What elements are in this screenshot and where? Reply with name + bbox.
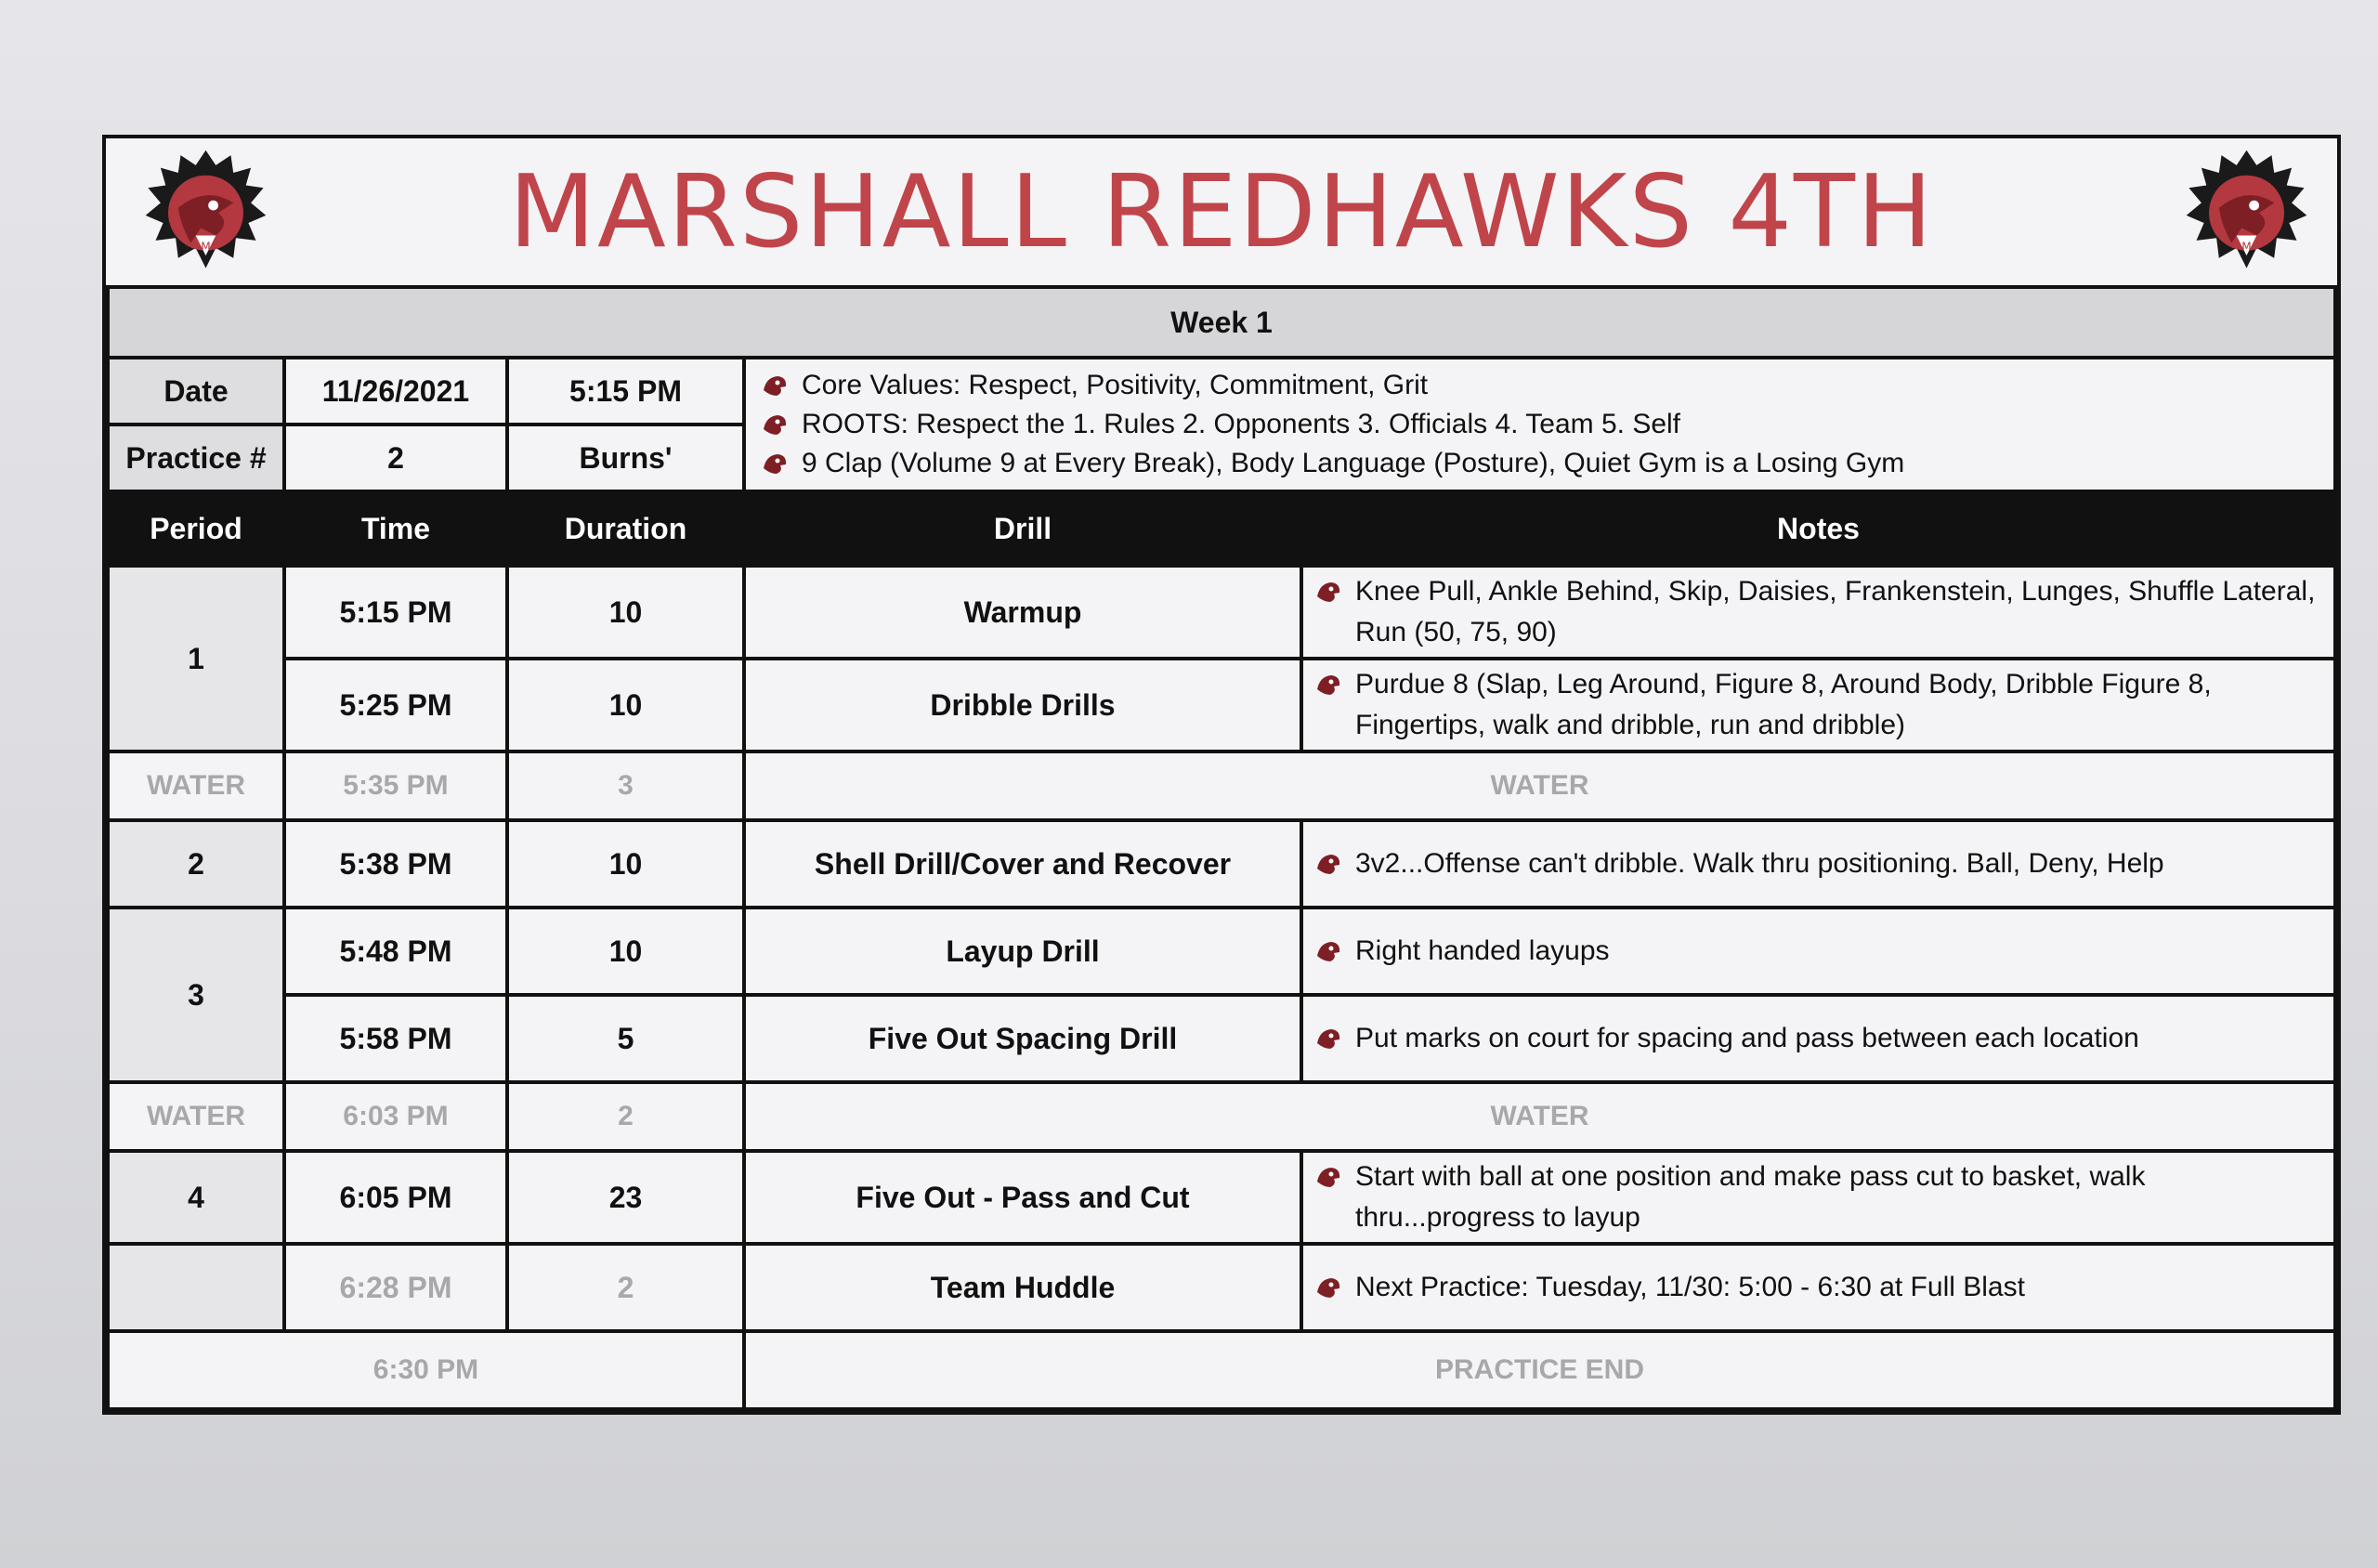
- end-time: 6:30 PM: [108, 1331, 744, 1409]
- practice-plan-sheet: [102, 135, 2341, 1415]
- notes-cell: Start with ball at one position and make pass cut to basket, walk thru...progress to layup: [1301, 1151, 2335, 1244]
- redhawk-bullet-icon: [1314, 850, 1342, 878]
- drill-cell: Five Out - Pass and Cut: [744, 1151, 1301, 1244]
- table-row: [108, 820, 2335, 908]
- week-label: Week 1: [108, 289, 2335, 358]
- notes-cell: Right handed layups: [1301, 908, 2335, 995]
- time-cell: 5:48 PM: [284, 908, 507, 995]
- practice-table: [106, 289, 2337, 1411]
- duration-cell: 2: [507, 1244, 744, 1331]
- water-period: WATER: [108, 751, 284, 820]
- sheet-header: [106, 138, 2337, 289]
- practice-label: Practice #: [108, 425, 284, 491]
- redhawk-bullet-icon: [1314, 1274, 1342, 1301]
- duration-cell: 10: [507, 820, 744, 908]
- drill-cell: Shell Drill/Cover and Recover: [744, 820, 1301, 908]
- redhawk-bullet-icon: [761, 450, 789, 477]
- drill-cell: Five Out Spacing Drill: [744, 995, 1301, 1082]
- notes-cell: Purdue 8 (Slap, Leg Around, Figure 8, Around Body, Dribble Figure 8, Fingertips, walk and dribble, run and dribble): [1301, 659, 2335, 751]
- water-label: WATER: [744, 1082, 2335, 1151]
- svg-text:M: M: [2241, 240, 2252, 254]
- start-time: 5:15 PM: [507, 358, 744, 425]
- water-break-row: [108, 751, 2335, 820]
- redhawk-logo-icon: [2184, 148, 2309, 273]
- redhawk-bullet-icon: [1314, 1025, 1342, 1052]
- table-row: [108, 908, 2335, 995]
- core-value-line: 9 Clap (Volume 9 at Every Break), Body Language (Posture), Quiet Gym is a Losing Gym: [761, 444, 2333, 483]
- col-period: Period: [108, 491, 284, 566]
- table-row: [108, 1151, 2335, 1244]
- core-values: [744, 358, 2335, 491]
- drill-cell: Warmup: [744, 566, 1301, 659]
- time-cell: 6:05 PM: [284, 1151, 507, 1244]
- water-period: WATER: [108, 1082, 284, 1151]
- duration-cell: 23: [507, 1151, 744, 1244]
- water-break-row: [108, 1082, 2335, 1151]
- duration-cell: 10: [507, 908, 744, 995]
- duration-cell: 5: [507, 995, 744, 1082]
- period-cell: [108, 1244, 284, 1331]
- col-drill: Drill: [744, 491, 1301, 566]
- time-cell: 5:38 PM: [284, 820, 507, 908]
- table-row: [108, 659, 2335, 751]
- time-cell: 5:25 PM: [284, 659, 507, 751]
- table-row: [108, 566, 2335, 659]
- end-label: PRACTICE END: [744, 1331, 2335, 1409]
- page-title: MARSHALL REDHAWKS 4TH: [508, 153, 1935, 270]
- duration-cell: 10: [507, 659, 744, 751]
- drill-cell: Layup Drill: [744, 908, 1301, 995]
- time-cell: 5:15 PM: [284, 566, 507, 659]
- drill-cell: Team Huddle: [744, 1244, 1301, 1331]
- water-time: 5:35 PM: [284, 751, 507, 820]
- period-cell: 1: [108, 566, 284, 751]
- redhawk-logo-icon: [143, 148, 268, 273]
- notes-cell: Put marks on court for spacing and pass between each location: [1301, 995, 2335, 1082]
- duration-cell: 10: [507, 566, 744, 659]
- col-time: Time: [284, 491, 507, 566]
- water-label: WATER: [744, 751, 2335, 820]
- period-cell: 2: [108, 820, 284, 908]
- water-time: 6:03 PM: [284, 1082, 507, 1151]
- col-notes: Notes: [1301, 491, 2335, 566]
- notes-cell: 3v2...Offense can't dribble. Walk thru positioning. Ball, Deny, Help: [1301, 820, 2335, 908]
- redhawk-bullet-icon: [1314, 578, 1342, 606]
- notes-cell: Next Practice: Tuesday, 11/30: 5:00 - 6:30 at Full Blast: [1301, 1244, 2335, 1331]
- practice-number: 2: [284, 425, 507, 491]
- col-duration: Duration: [507, 491, 744, 566]
- table-row: [108, 995, 2335, 1082]
- table-row: [108, 1244, 2335, 1331]
- svg-text:M: M: [201, 240, 211, 254]
- redhawk-bullet-icon: [761, 411, 789, 438]
- water-duration: 3: [507, 751, 744, 820]
- notes-cell: Knee Pull, Ankle Behind, Skip, Daisies, Frankenstein, Lunges, Shuffle Lateral, Run (50, 75, 90): [1301, 566, 2335, 659]
- period-cell: 3: [108, 908, 284, 1082]
- date-value: 11/26/2021: [284, 358, 507, 425]
- redhawk-bullet-icon: [761, 372, 789, 399]
- redhawk-bullet-icon: [1314, 937, 1342, 965]
- core-value-line: Core Values: Respect, Positivity, Commitment, Grit: [761, 366, 2333, 405]
- core-value-line: ROOTS: Respect the 1. Rules 2. Opponents 3. Officials 4. Team 5. Self: [761, 405, 2333, 444]
- water-duration: 2: [507, 1082, 744, 1151]
- period-cell: 4: [108, 1151, 284, 1244]
- time-cell: 5:58 PM: [284, 995, 507, 1082]
- location: Burns': [507, 425, 744, 491]
- redhawk-bullet-icon: [1314, 1163, 1342, 1191]
- practice-end-row: [108, 1331, 2335, 1409]
- time-cell: 6:28 PM: [284, 1244, 507, 1331]
- date-label: Date: [108, 358, 284, 425]
- drill-cell: Dribble Drills: [744, 659, 1301, 751]
- redhawk-bullet-icon: [1314, 671, 1342, 699]
